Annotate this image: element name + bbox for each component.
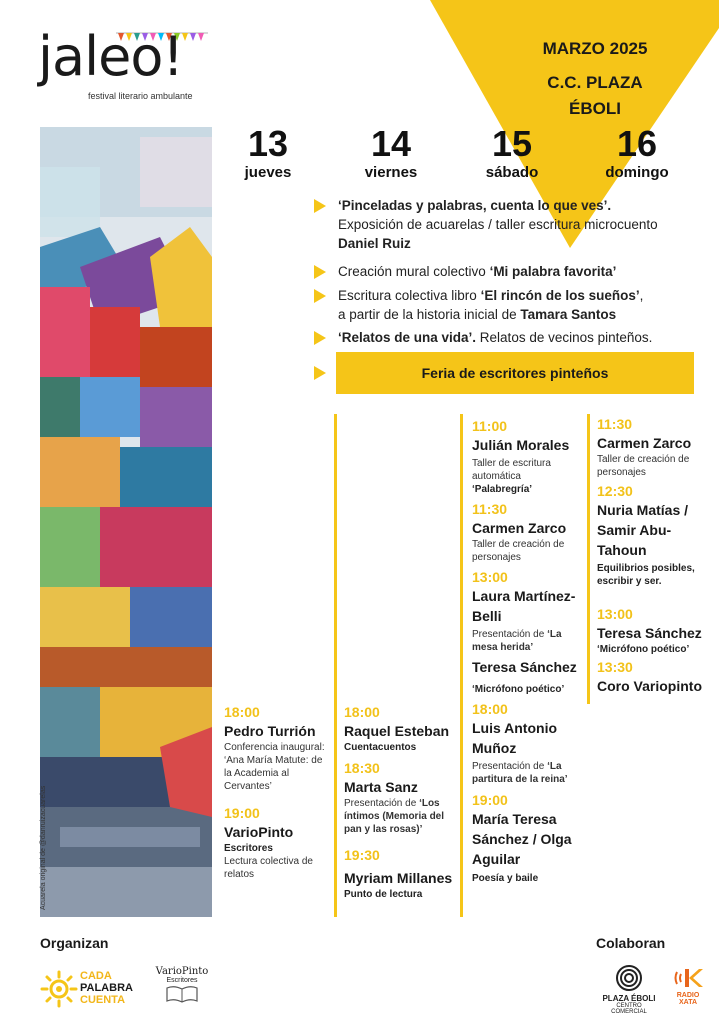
column-divider bbox=[587, 414, 590, 704]
triangle-bullet-icon bbox=[314, 331, 326, 345]
slot-desc: Presentación de bbox=[472, 629, 548, 640]
day-number: 13 bbox=[247, 123, 289, 164]
slot-saturday-4 bbox=[472, 657, 584, 696]
triangle-bullet-icon bbox=[314, 265, 326, 279]
slot-name: Teresa Sánchez bbox=[472, 659, 577, 675]
day-saturday bbox=[457, 124, 567, 181]
activity-desc: Escritura colectiva libro bbox=[338, 288, 481, 303]
cuenta-word: CUENTA bbox=[80, 994, 126, 1006]
spiral-icon bbox=[615, 964, 643, 992]
activity-title: ‘Relatos de una vida’. bbox=[338, 330, 477, 345]
slot-time: 18:30 bbox=[344, 760, 380, 776]
slot-sunday-2 bbox=[597, 482, 707, 588]
slot-time: 13:00 bbox=[597, 606, 633, 622]
slot-saturday-2 bbox=[472, 500, 584, 564]
slot-sub: Cuentacuentos bbox=[344, 742, 417, 753]
slot-time: 19:00 bbox=[224, 805, 260, 821]
activity-relatos bbox=[314, 328, 704, 347]
activity-desc: Relatos de vecinos pinteños. bbox=[476, 330, 653, 345]
slot-time: 18:00 bbox=[224, 704, 260, 720]
slot-thursday-2 bbox=[224, 804, 332, 881]
slot-title: ‘Palabregría’ bbox=[472, 484, 533, 495]
feria-banner: Feria de escritores pinteños bbox=[336, 352, 694, 394]
xata-word: XATA bbox=[678, 999, 698, 1006]
slot-name: Carmen Zarco bbox=[597, 435, 692, 451]
radio-xata-logo bbox=[668, 966, 708, 1012]
slot-title: ‘Los íntimos (Memoria del pan y las rosas)’ bbox=[344, 798, 445, 835]
slot-sub: Punto de lectura bbox=[344, 889, 423, 900]
slot-title: ‘La partitura de la reina’ bbox=[472, 761, 568, 785]
slot-name: Coro Variopinto bbox=[597, 678, 702, 694]
event-venue-line2: ÉBOLI bbox=[569, 99, 621, 118]
activity-mural bbox=[314, 262, 704, 281]
slot-time: 18:00 bbox=[472, 701, 508, 717]
slot-friday-3 bbox=[344, 846, 458, 901]
day-name: domingo bbox=[605, 164, 669, 181]
variopinto-sub: Escritores bbox=[166, 977, 198, 984]
sun-icon bbox=[40, 970, 78, 1008]
slot-desc: Taller de escritura automática bbox=[472, 458, 551, 482]
slot-sunday-4 bbox=[597, 658, 707, 696]
event-venue-line1: C.C. PLAZA bbox=[547, 73, 643, 92]
jaleo-logo bbox=[38, 25, 218, 110]
book-icon bbox=[165, 984, 199, 1004]
watercolor-painting bbox=[40, 127, 212, 917]
slot-desc: Lectura colectiva de relatos bbox=[224, 856, 313, 880]
activity-desc: Exposición de acuarelas / taller escritura microcuento bbox=[338, 217, 658, 232]
palabra-word: PALABRA bbox=[80, 982, 133, 994]
day-number: 16 bbox=[616, 123, 658, 164]
activity-title: ‘Mi palabra favorita’ bbox=[489, 264, 617, 279]
slot-saturday-1 bbox=[472, 417, 584, 496]
slot-time: 19:00 bbox=[472, 792, 508, 808]
activity-libro bbox=[314, 286, 704, 324]
painting-credit-text: Acuarela original de @danruizacuarelas bbox=[40, 785, 47, 910]
logo-wordmark: jaleo! bbox=[38, 25, 184, 88]
slot-thursday-1 bbox=[224, 703, 332, 793]
slot-sub: Poesía y baile bbox=[472, 873, 539, 884]
cada-palabra-cuenta-logo bbox=[40, 968, 150, 1010]
activity-author: Tamara Santos bbox=[520, 307, 617, 322]
slot-name: Pedro Turrión bbox=[224, 723, 316, 739]
slot-sunday-3 bbox=[597, 605, 707, 656]
colaboran-label: Colaboran bbox=[596, 935, 666, 951]
slot-name: Myriam Millanes bbox=[344, 870, 453, 886]
radio-word: RADIO bbox=[676, 992, 700, 999]
day-number: 14 bbox=[370, 123, 412, 164]
plaza-eboli-sub: CENTRO COMERCIAL bbox=[611, 1003, 647, 1015]
slot-desc: Taller de creación de personajes bbox=[597, 454, 690, 478]
slot-time: 11:30 bbox=[597, 416, 633, 432]
day-friday bbox=[336, 124, 446, 181]
slot-time: 13:30 bbox=[597, 659, 633, 675]
day-name: sábado bbox=[485, 164, 539, 181]
slot-sunday-1 bbox=[597, 415, 707, 479]
activity-author: Daniel Ruiz bbox=[338, 236, 411, 251]
slot-saturday-6 bbox=[472, 791, 584, 885]
slot-name: Teresa Sánchez bbox=[597, 625, 702, 641]
variopinto-word: VarioPinto bbox=[155, 966, 209, 977]
slot-name: Nuria Matías / Samir Abu-Tahoun bbox=[597, 502, 689, 558]
day-number: 15 bbox=[491, 123, 533, 164]
slot-friday-2 bbox=[344, 759, 458, 836]
slot-desc: Presentación de bbox=[344, 798, 420, 809]
slot-friday-1 bbox=[344, 703, 458, 754]
slot-name: Laura Martínez-Belli bbox=[472, 588, 576, 624]
triangle-bullet-icon bbox=[314, 289, 326, 303]
column-divider bbox=[460, 414, 463, 917]
slot-name: Marta Sanz bbox=[344, 779, 418, 795]
event-date: MARZO 2025 bbox=[542, 39, 648, 58]
day-name: jueves bbox=[244, 164, 292, 181]
slot-saturday-3 bbox=[472, 568, 586, 654]
event-info bbox=[495, 36, 695, 122]
organizan-label: Organizan bbox=[40, 935, 109, 951]
slot-name: Julián Morales bbox=[472, 437, 570, 453]
slot-time: 13:00 bbox=[472, 569, 508, 585]
slot-desc: Taller de creación de personajes bbox=[472, 539, 565, 563]
slot-title: ‘Micrófono poético’ bbox=[597, 644, 690, 655]
activity-desc: Creación mural colectivo bbox=[338, 264, 490, 279]
slot-time: 11:30 bbox=[472, 501, 508, 517]
painting-credit bbox=[40, 690, 52, 910]
slot-time: 12:30 bbox=[597, 483, 633, 499]
day-name: viernes bbox=[364, 164, 418, 181]
slot-time: 18:00 bbox=[344, 704, 380, 720]
triangle-bullet-icon bbox=[314, 199, 326, 213]
slot-name: Luis Antonio Muñoz bbox=[472, 720, 558, 756]
slot-time: 19:30 bbox=[344, 847, 380, 863]
day-sunday bbox=[582, 124, 692, 181]
slot-desc: Presentación de bbox=[472, 761, 548, 772]
triangle-bullet-icon bbox=[314, 366, 326, 380]
slot-sub: Escritores bbox=[224, 843, 273, 854]
slot-sub: Equilibrios posibles, escribir y ser. bbox=[597, 563, 695, 587]
slot-title: ‘La mesa herida’ bbox=[472, 629, 562, 653]
slot-desc: Conferencia inaugural: ‘Ana María Matute: de la Academia al Cervantes’ bbox=[224, 742, 325, 792]
slot-saturday-5 bbox=[472, 700, 586, 786]
slot-name: María Teresa Sánchez / Olga Aguilar bbox=[472, 811, 572, 867]
activity-punct: , bbox=[639, 288, 644, 303]
variopinto-logo bbox=[152, 966, 212, 1014]
logo-subtitle: festival literario ambulante bbox=[88, 91, 193, 101]
plaza-eboli-word: PLAZA ÉBOLI bbox=[602, 994, 656, 1003]
slot-title: ‘Micrófono poético’ bbox=[472, 684, 565, 695]
plaza-eboli-logo bbox=[598, 964, 660, 1014]
activity-desc-2: a partir de la historia inicial de bbox=[338, 307, 521, 322]
slot-name: Raquel Esteban bbox=[344, 723, 450, 739]
activity-title: ‘El rincón de los sueños’ bbox=[480, 288, 640, 303]
slot-name: VarioPinto bbox=[224, 824, 294, 840]
day-thursday bbox=[213, 124, 323, 181]
activity-pinceladas bbox=[314, 196, 704, 253]
activity-title: ‘Pinceladas y palabras, cuenta lo que ves’. bbox=[338, 198, 612, 213]
slot-time: 11:00 bbox=[472, 418, 508, 434]
cada-word: CADA bbox=[80, 970, 112, 982]
radio-k-icon bbox=[673, 966, 703, 990]
slot-name: Carmen Zarco bbox=[472, 520, 567, 536]
column-divider bbox=[334, 414, 337, 917]
